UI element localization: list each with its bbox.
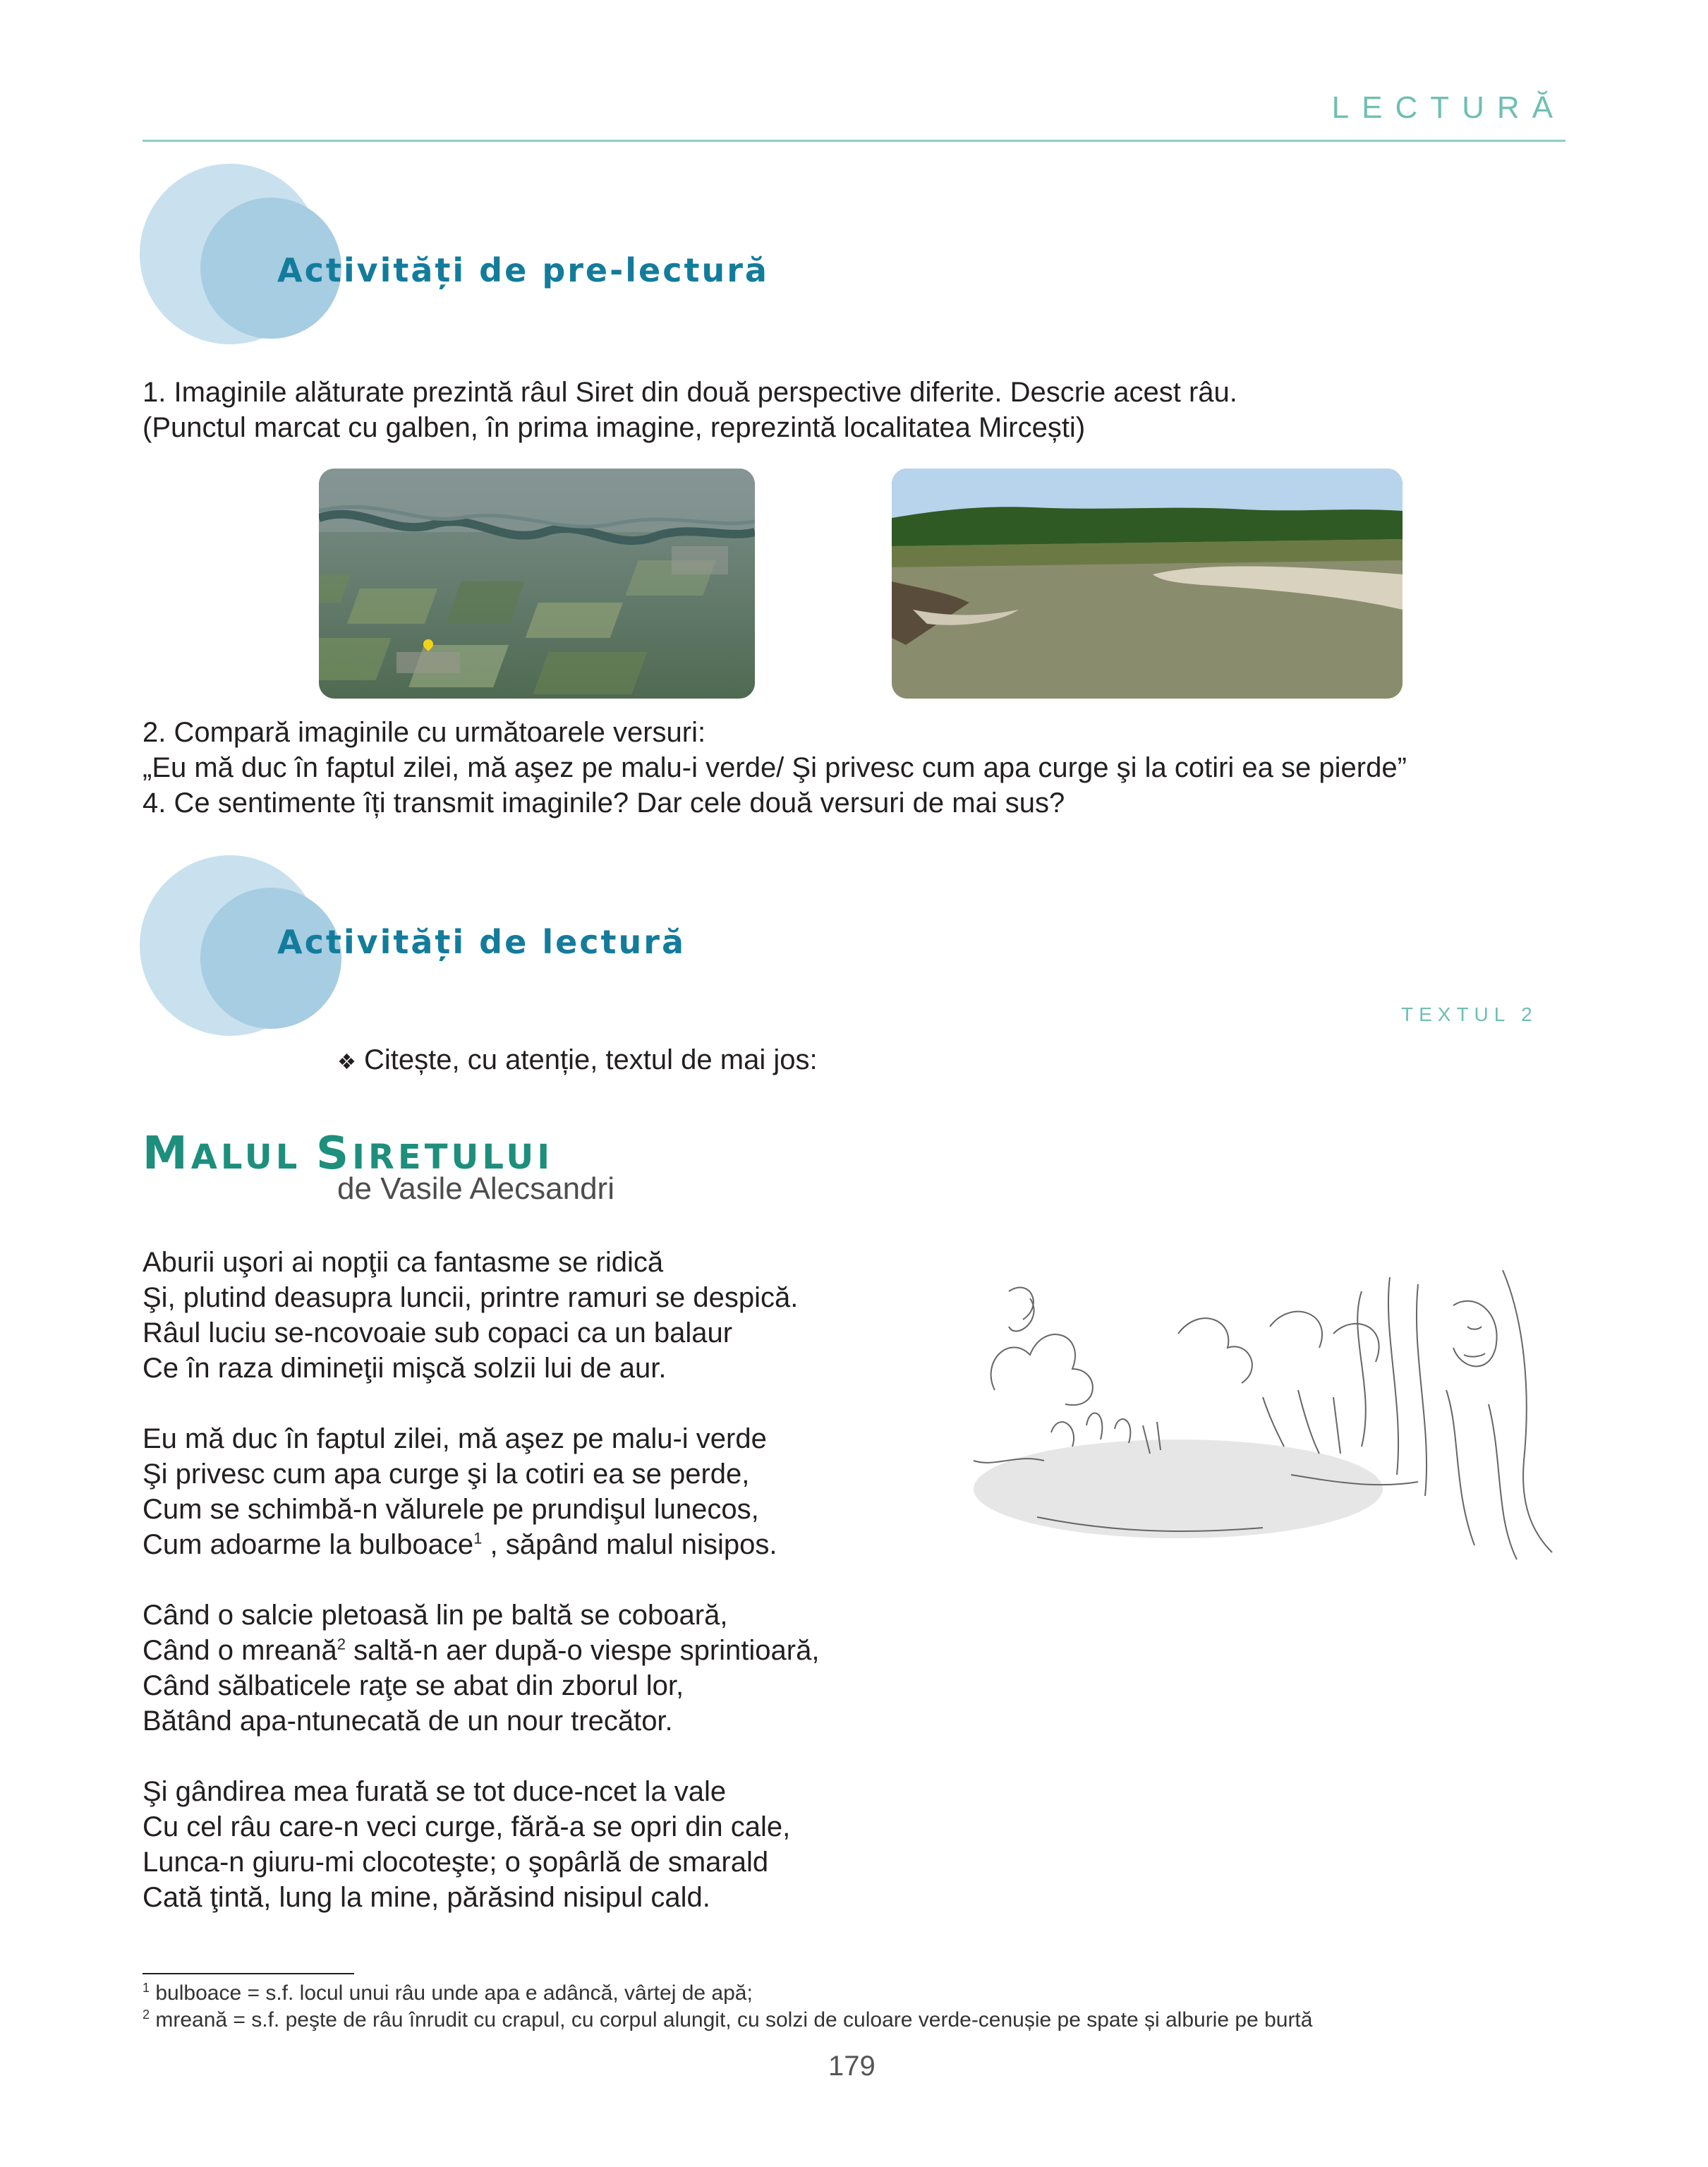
- footnote-1: $^1$ bulboace = s.f. locul unui râu unde apa e adâncă, vârtej de apă;: [143, 1981, 753, 2005]
- poem-line: Ce în raza dimineţii mişcă solzii lui de aur.: [143, 1353, 667, 1384]
- stanza-2: [143, 1421, 777, 1562]
- poem-author: de Vasile Alecsandri: [337, 1171, 614, 1206]
- text-label: TEXTUL 2: [1401, 1003, 1538, 1025]
- poem-line: Şi, plutind deasupra luncii, printre ramuri se despică.: [143, 1282, 799, 1313]
- poem-line: Râul luciu se-ncovoaie sub copaci ca un balaur: [143, 1317, 733, 1348]
- poem-line: Cu cel râu care-n veci curge, fără-a se opri din cale,: [143, 1811, 791, 1842]
- river-sketch-illustration: [967, 1249, 1566, 1567]
- question-2-line-1: 2. Compară imaginile cu următoarele versuri:: [143, 717, 706, 748]
- poem-line: Şi privesc cum apa curge şi la cotiri ea se perde,: [143, 1459, 750, 1490]
- poem-line: Cum se schimbă-n vălurele pe prundişul lunecos,: [143, 1494, 759, 1525]
- instruction-text: Citește, cu atenție, textul de mai jos:: [364, 1044, 818, 1075]
- stanza-1: [143, 1245, 798, 1386]
- page-number: 179: [828, 2051, 876, 2082]
- poem-line: Când o mreană$^2$ saltă-n aer după-o viespe sprintioară,: [143, 1635, 820, 1666]
- poem-line: Când o salcie pletoasă lin pe baltă se coboară,: [143, 1600, 728, 1631]
- section-title-reading: Activități de lectură: [277, 923, 686, 961]
- footnote-ref-1: 1: [473, 1529, 483, 1547]
- poem-line: Şi gândirea mea furată se tot duce-ncet la vale: [143, 1776, 727, 1807]
- river-bank-photo: [892, 469, 1403, 699]
- question-1-line-2: (Punctul marcat cu galben, în prima imagine, reprezintă localitatea Mircești): [143, 412, 1086, 443]
- stanza-3: [143, 1598, 819, 1739]
- question-2-line-2: „Eu mă duc în faptul zilei, mă aşez pe malu-i verde/ Şi privesc cum apa curge şi la cotiri ea se pierde”: [143, 752, 1407, 783]
- section-title-pre-reading: Activități de pre-lectură: [277, 251, 769, 289]
- poem-line: Aburii uşori ai nopţii ca fantasme se ridică: [143, 1247, 664, 1278]
- header-label: LECTURĂ: [1331, 90, 1565, 125]
- reading-instruction: [337, 1043, 818, 1080]
- poem-title: MALUL SIRETULUI: [143, 1128, 554, 1180]
- poem-line: Eu mă duc în faptul zilei, mă aşez pe malu-i verde: [143, 1423, 767, 1454]
- header-divider: [143, 140, 1565, 142]
- poem-line: Cată ţintă, lung la mine, părăsind nisipul cald.: [143, 1882, 710, 1913]
- diamond-bullet-icon: ❖: [337, 1051, 356, 1074]
- poem-line: Când sălbaticele raţe se abat din zborul lor,: [143, 1670, 684, 1701]
- poem-line: Bătând apa-ntunecată de un nour trecător.: [143, 1706, 673, 1737]
- footnote-2: $^2$ mreană = s.f. peşte de râu înrudit cu crapul, cu corpul alungit, cu solzi de culoare verde-cenușie pe spate și alburie pe burtă: [143, 2008, 1313, 2032]
- stanza-4: [143, 1774, 790, 1915]
- aerial-river-photo: [319, 469, 755, 699]
- footnote-ref-2: 2: [337, 1635, 346, 1653]
- poem-line: Cum adoarme la bulboace$^1$ , săpând malul nisipos.: [143, 1529, 777, 1560]
- poem-line: Lunca-n giuru-mi clocoteşte; o şopârlă de smarald: [143, 1847, 769, 1878]
- question-4: 4. Ce sentimente îți transmit imaginile? Dar cele două versuri de mai sus?: [143, 787, 1065, 819]
- question-1-line-1: 1. Imaginile alăturate prezintă râul Siret din două perspective diferite. Descrie acest râu.: [143, 377, 1237, 408]
- footnote-divider: [143, 1973, 354, 1974]
